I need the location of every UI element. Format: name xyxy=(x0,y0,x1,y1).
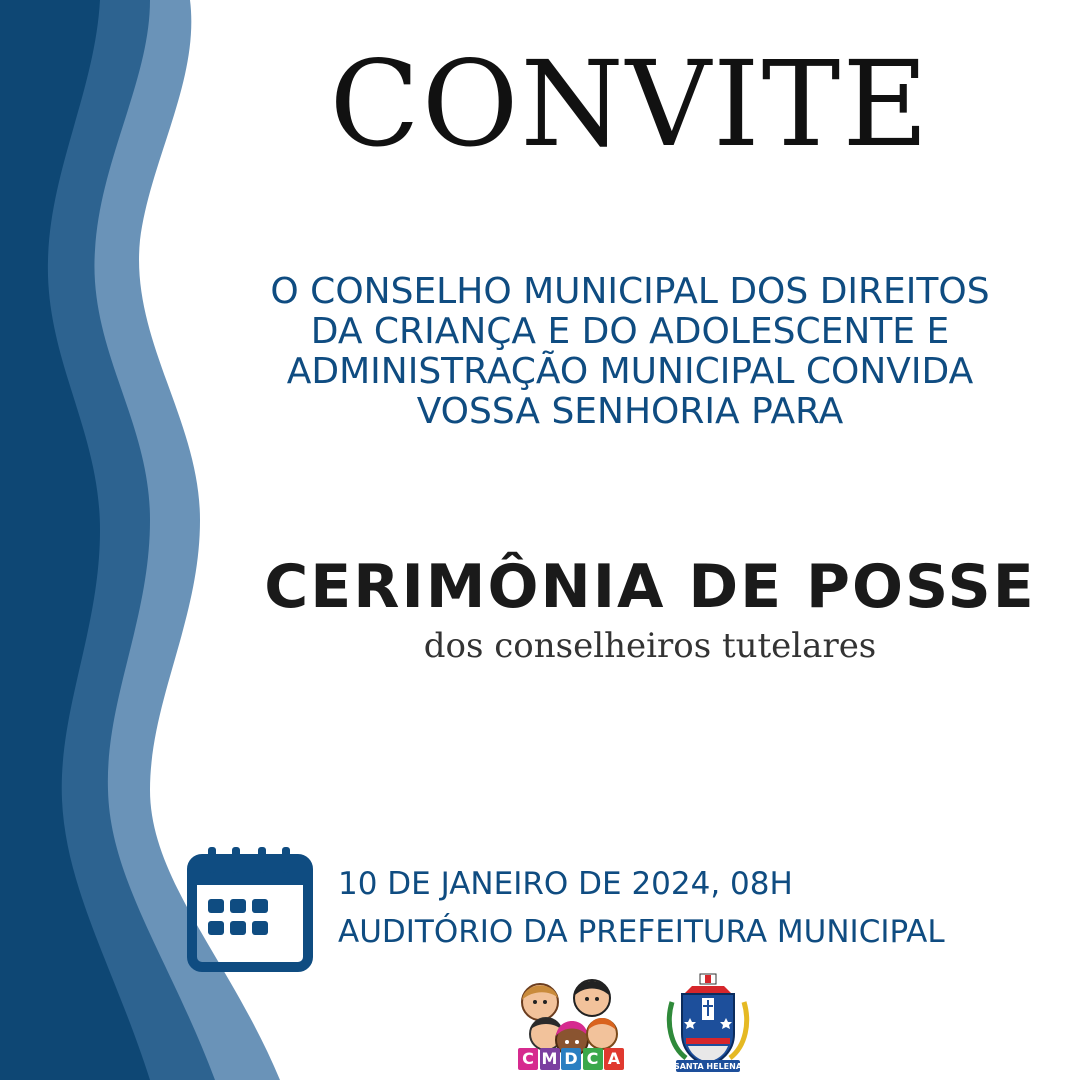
event-datetime: 10 DE JANEIRO DE 2024, 08H xyxy=(338,866,793,902)
cmdca-letter: C xyxy=(518,1048,538,1070)
cmdca-letters xyxy=(518,1048,624,1072)
cmdca-letter: A xyxy=(604,1048,624,1070)
invitation-line: DA CRIANÇA E DO ADOLESCENTE E xyxy=(310,311,950,352)
city-seal-text: SANTA HELENA xyxy=(673,1062,743,1071)
page-title: CONVITE xyxy=(329,35,931,173)
invitation-text xyxy=(200,272,1060,432)
event-subtitle: dos conselheiros tutelares xyxy=(423,626,877,666)
cmdca-letter: M xyxy=(540,1048,560,1070)
calendar-icon xyxy=(186,845,314,973)
invitation-line: VOSSA SENHORIA PARA xyxy=(416,391,844,432)
cmdca-letter: D xyxy=(561,1048,581,1070)
event-title: CERIMÔNIA DE POSSE xyxy=(264,552,1036,622)
event-details xyxy=(338,860,1078,956)
cmdca-letter: C xyxy=(583,1048,603,1070)
city-seal-logo xyxy=(662,972,754,1076)
invitation-line: ADMINISTRAÇÃO MUNICIPAL CONVIDA xyxy=(286,351,974,392)
invitation-line: O CONSELHO MUNICIPAL DOS DIREITOS xyxy=(270,271,990,312)
event-location: AUDITÓRIO DA PREFEITURA MUNICIPAL xyxy=(338,914,945,950)
